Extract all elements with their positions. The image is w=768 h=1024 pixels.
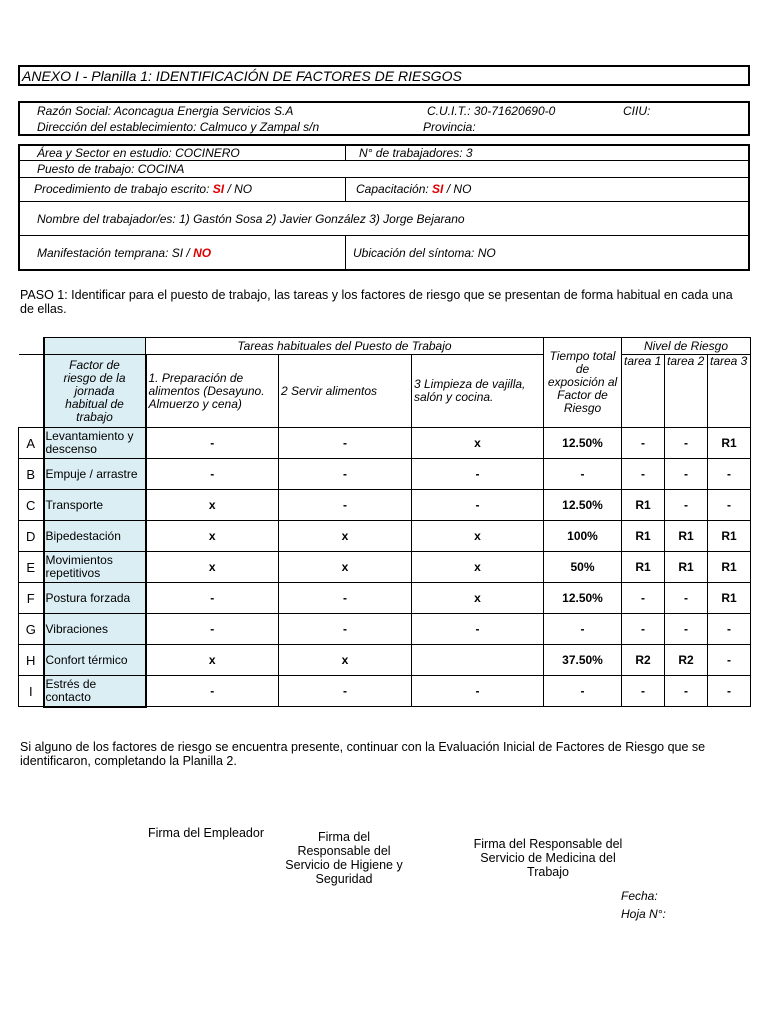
paso1-text: PASO 1: Identificar para el puesto de trabajo, las tareas y los factores de riesgo que se presentan de forma habitual en cada una de ellas. bbox=[20, 288, 733, 316]
row-task3: x bbox=[412, 521, 544, 552]
row-task1: - bbox=[146, 614, 279, 645]
capacitacion-label: Capacitación: bbox=[356, 182, 433, 196]
provincia: Provincia: bbox=[423, 120, 476, 134]
risk-table bbox=[18, 337, 751, 708]
manifestacion bbox=[37, 246, 211, 260]
row-letter: D bbox=[19, 521, 44, 552]
slash: / bbox=[183, 246, 194, 260]
row-task2: x bbox=[279, 552, 412, 583]
row-nivel1: R1 bbox=[622, 552, 665, 583]
row-letter: H bbox=[19, 645, 44, 676]
corner-blank-2 bbox=[19, 355, 44, 428]
row-letter: I bbox=[19, 676, 44, 707]
row-task3 bbox=[412, 645, 544, 676]
title-box bbox=[18, 65, 750, 86]
row-letter: F bbox=[19, 583, 44, 614]
procedimiento-label: Procedimiento de trabajo escrito: bbox=[34, 182, 213, 196]
hoja: Hoja N°: bbox=[621, 907, 666, 921]
row-nivel1: R2 bbox=[622, 645, 665, 676]
row-task2: - bbox=[279, 459, 412, 490]
row-nivel2: R2 bbox=[665, 645, 708, 676]
row-task2: - bbox=[279, 614, 412, 645]
row-nivel1: - bbox=[622, 583, 665, 614]
row-task2: x bbox=[279, 521, 412, 552]
row-factor: Confort térmico bbox=[44, 645, 146, 676]
ciiu: CIIU: bbox=[623, 104, 651, 118]
table-row bbox=[19, 583, 751, 614]
row-factor: Postura forzada bbox=[44, 583, 146, 614]
firma-higiene: Firma del Responsable del Servicio de Higiene y Seguridad bbox=[285, 830, 403, 886]
row-task1: x bbox=[146, 490, 279, 521]
row-task1: x bbox=[146, 521, 279, 552]
capacitacion bbox=[356, 182, 471, 196]
table-row bbox=[19, 428, 751, 459]
capacitacion-si: SI bbox=[432, 182, 444, 196]
nombres-trabajadores: Nombre del trabajador/es: 1) Gastón Sosa 2) Javier González 3) Jorge Bejarano bbox=[37, 212, 465, 226]
manifestacion-label: Manifestación temprana: bbox=[37, 246, 172, 260]
row-nivel2: - bbox=[665, 459, 708, 490]
manifestacion-no: NO bbox=[193, 246, 212, 260]
page-title: ANEXO I - Planilla 1: IDENTIFICACIÓN DE FACTORES DE RIESGOS bbox=[22, 68, 462, 84]
row-task3: x bbox=[412, 428, 544, 459]
task3-header: 3 Limpieza de vajilla, salón y cocina. bbox=[412, 355, 544, 428]
row-nivel2: - bbox=[665, 428, 708, 459]
row-nivel3: R1 bbox=[708, 552, 751, 583]
row-nivel3: R1 bbox=[708, 521, 751, 552]
table-row bbox=[19, 614, 751, 645]
tareas-header: Tareas habituales del Puesto de Trabajo bbox=[146, 338, 544, 355]
table-row bbox=[19, 490, 751, 521]
procedimiento bbox=[34, 182, 252, 196]
row-factor: Empuje / arrastre bbox=[44, 459, 146, 490]
row-nivel1: - bbox=[622, 428, 665, 459]
nivel-header: Nivel de Riesgo bbox=[622, 338, 751, 355]
row-nivel2: - bbox=[665, 614, 708, 645]
row-tiempo: 50% bbox=[544, 552, 622, 583]
row-task3: - bbox=[412, 459, 544, 490]
cuit: C.U.I.T.: 30-71620690-0 bbox=[427, 104, 556, 118]
row-nivel1: - bbox=[622, 459, 665, 490]
table-row bbox=[19, 676, 751, 707]
row-nivel3: - bbox=[708, 676, 751, 707]
slash: / bbox=[224, 182, 235, 196]
row-task3: x bbox=[412, 583, 544, 614]
firma-medicina: Firma del Responsable del Servicio de Medicina del Trabajo bbox=[473, 837, 623, 879]
row-task3: - bbox=[412, 676, 544, 707]
procedimiento-no: NO bbox=[234, 182, 253, 196]
procedimiento-si: SI bbox=[212, 182, 225, 196]
row-nivel3: R1 bbox=[708, 583, 751, 614]
row-task3: - bbox=[412, 490, 544, 521]
factor-header-top bbox=[44, 338, 146, 355]
row-factor: Transporte bbox=[44, 490, 146, 521]
row-task1: - bbox=[146, 459, 279, 490]
factor-header: Factor de riesgo de la jornada habitual de trabajo bbox=[44, 355, 146, 428]
row-factor: Vibraciones bbox=[44, 614, 146, 645]
row-tiempo: 37.50% bbox=[544, 645, 622, 676]
row-nivel2: - bbox=[665, 490, 708, 521]
table-row bbox=[19, 645, 751, 676]
row-nivel3: R1 bbox=[708, 428, 751, 459]
table-row bbox=[19, 521, 751, 552]
row-factor: Estrés de contacto bbox=[44, 676, 146, 707]
area-sector: Área y Sector en estudio: COCINERO bbox=[37, 146, 240, 160]
fecha: Fecha: bbox=[621, 889, 658, 903]
row-factor: Movimientos repetitivos bbox=[44, 552, 146, 583]
row-tiempo: - bbox=[544, 459, 622, 490]
task1-header: 1. Preparación de alimentos (Desayuno. Almuerzo y cena) bbox=[146, 355, 279, 428]
row-task1: - bbox=[146, 583, 279, 614]
task2-header: 2 Servir alimentos bbox=[279, 355, 412, 428]
row-nivel1: - bbox=[622, 676, 665, 707]
ubicacion-sintoma: Ubicación del síntoma: NO bbox=[353, 246, 496, 260]
row-nivel1: R1 bbox=[622, 521, 665, 552]
row-nivel1: R1 bbox=[622, 490, 665, 521]
row-task2: - bbox=[279, 428, 412, 459]
info-box bbox=[18, 144, 750, 271]
tarea1-header: tarea 1 bbox=[622, 355, 665, 428]
row-nivel1: - bbox=[622, 614, 665, 645]
manifestacion-si: SI bbox=[171, 246, 184, 260]
table-row bbox=[19, 552, 751, 583]
row-tiempo: 12.50% bbox=[544, 583, 622, 614]
tarea3-header: tarea 3 bbox=[708, 355, 751, 428]
row-letter: A bbox=[19, 428, 44, 459]
n-trabajadores: N° de trabajadores: 3 bbox=[359, 146, 473, 160]
row-task2: - bbox=[279, 490, 412, 521]
corner-blank bbox=[19, 338, 44, 355]
row-letter: G bbox=[19, 614, 44, 645]
puesto-trabajo: Puesto de trabajo: COCINA bbox=[37, 162, 185, 176]
row-task2: - bbox=[279, 583, 412, 614]
row-task3: x bbox=[412, 552, 544, 583]
row-letter: C bbox=[19, 490, 44, 521]
row-task1: - bbox=[146, 428, 279, 459]
row-nivel3: - bbox=[708, 645, 751, 676]
row-nivel3: - bbox=[708, 490, 751, 521]
row-task1: x bbox=[146, 645, 279, 676]
row-task3: - bbox=[412, 614, 544, 645]
capacitacion-no: NO bbox=[453, 182, 472, 196]
row-nivel2: R1 bbox=[665, 552, 708, 583]
row-task2: - bbox=[279, 676, 412, 707]
row-tiempo: - bbox=[544, 614, 622, 645]
row-nivel2: R1 bbox=[665, 521, 708, 552]
row-task1: - bbox=[146, 676, 279, 707]
row-nivel2: - bbox=[665, 583, 708, 614]
row-factor: Levantamiento y descenso bbox=[44, 428, 146, 459]
row-nivel3: - bbox=[708, 614, 751, 645]
firma-empleador: Firma del Empleador bbox=[147, 826, 264, 840]
direccion: Dirección del establecimiento: Calmuco y Zampal s/n bbox=[37, 120, 320, 134]
row-tiempo: 100% bbox=[544, 521, 622, 552]
tiempo-header: Tiempo total de exposición al Factor de Riesgo bbox=[544, 338, 622, 428]
row-task2: x bbox=[279, 645, 412, 676]
row-factor: Bipedestación bbox=[44, 521, 146, 552]
slash: / bbox=[443, 182, 454, 196]
row-letter: E bbox=[19, 552, 44, 583]
footer-text: Si alguno de los factores de riesgo se encuentra presente, continuar con la Evaluación Inicial de Factores de Riesgo que se identificaron, completando la Planilla 2. bbox=[20, 740, 706, 768]
tarea2-header: tarea 2 bbox=[665, 355, 708, 428]
row-tiempo: 12.50% bbox=[544, 428, 622, 459]
razon-social: Razón Social: Aconcagua Energia Servicios S.A bbox=[37, 104, 294, 118]
row-nivel2: - bbox=[665, 676, 708, 707]
row-task1: x bbox=[146, 552, 279, 583]
row-letter: B bbox=[19, 459, 44, 490]
company-box bbox=[18, 101, 750, 136]
row-tiempo: - bbox=[544, 676, 622, 707]
row-tiempo: 12.50% bbox=[544, 490, 622, 521]
table-row bbox=[19, 459, 751, 490]
row-nivel3: - bbox=[708, 459, 751, 490]
